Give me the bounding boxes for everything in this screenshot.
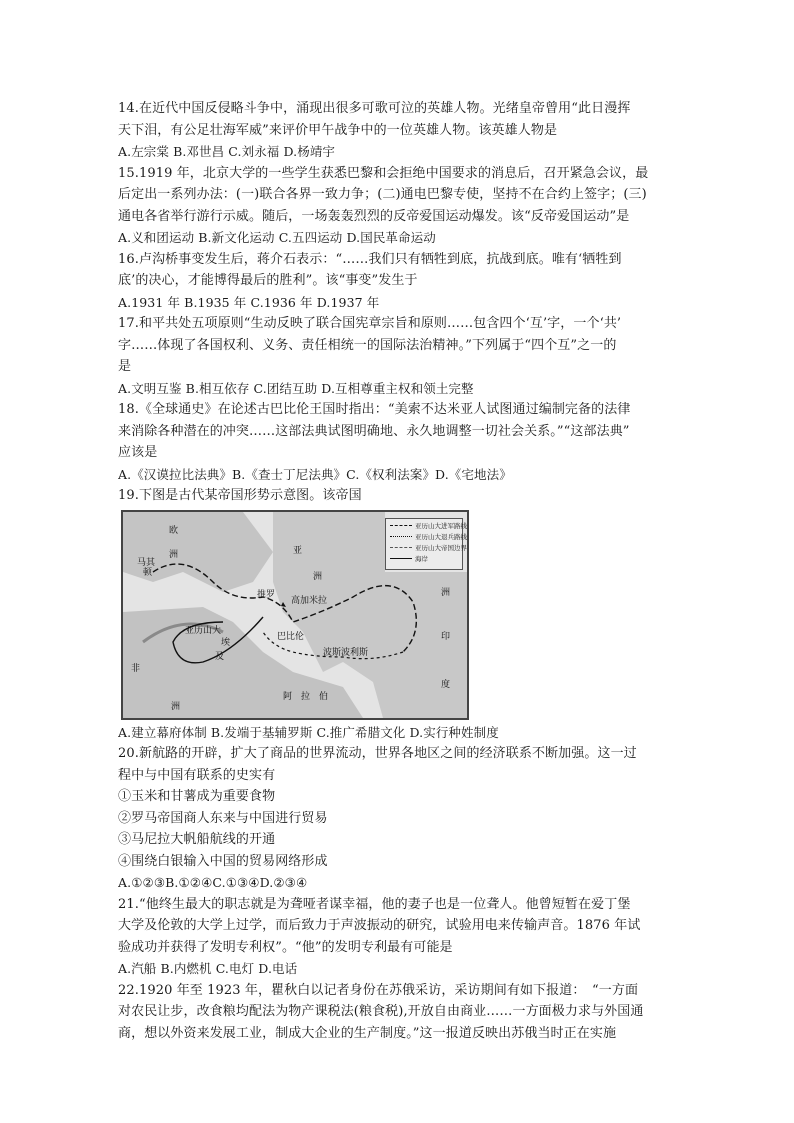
q14-stem-line1: 14.在近代中国反侵略斗争中，涌现出很多可歌可泣的英雄人物。光绪皇帝曾用“此日漫挥	[118, 101, 631, 116]
map-label-africa1: 非	[131, 663, 141, 674]
map-label-arabia: 阿 拉 伯	[283, 691, 329, 702]
map-label-europe2: 洲	[169, 549, 179, 560]
empire-map	[121, 510, 469, 720]
map-label-asia2: 洲	[313, 571, 323, 582]
q17-stem-line2: 字……体现了各国权利、义务、责任相统一的国际法治精神。”下列属于“四个互”之一的	[118, 337, 617, 353]
legend-border: 亚历山大帝国边界	[390, 544, 467, 552]
map-label-india1: 印	[441, 631, 451, 642]
q20-item4: ④围绕白银输入中国的贸易网络形成	[118, 853, 328, 869]
map-label-europe1: 欧	[169, 525, 179, 536]
q14-options: A.左宗棠 B.邓世昌 C.刘永福 D.杨靖宇	[118, 144, 336, 159]
q14-stem-line2: 天下泪，有公足壮海军威”来评价甲午战争中的一位英雄人物。该英雄人物是	[118, 122, 558, 138]
q17-stem-line1: 17.和平共处五项原则“生动反映了联合国宪章宗旨和原则……包含四个‘互’字，一个‘共’	[118, 316, 622, 331]
q20-item2: ②罗马帝国商人东来与中国进行贸易	[118, 810, 328, 826]
q16-stem-line1: 16.卢沟桥事变发生后，蒋介石表示：“……我们只有牺牲到底，抗战到底。唯有‘牺牲到	[118, 251, 622, 267]
q18-stem-line3: 应该是	[118, 445, 158, 460]
legend-advance: 亚历山大进军路线	[390, 522, 467, 530]
map-label-persepolis: 波斯波利斯	[323, 647, 369, 658]
q21-stem-line3: 验成功并获得了发明专利权”。“他”的发明专利最有可能是	[118, 939, 453, 955]
q22-stem-line3: 商，想以外资来发展工业，制成大企业的生产制度。”这一报道反映出苏俄当时正在实施	[118, 1025, 617, 1041]
map-label-east: 洲	[441, 587, 451, 598]
q19-options: A.建立幕府体制 B.发端于基辅罗斯 C.推广希腊文化 D.实行种姓制度	[118, 724, 499, 740]
legend-coast: 海岸	[390, 555, 428, 563]
map-label-egypt2: 及	[215, 651, 225, 662]
q19-stem-line1: 19.下图是古代某帝国形势示意图。该帝国	[118, 488, 362, 503]
q15-stem-line3: 通电各省举行游行示威。随后，一场轰轰烈烈的反帝爱国运动爆发。该“反帝爱国运动”是	[118, 208, 630, 224]
map-label-babylon: 巴比伦	[277, 631, 305, 642]
map-label-egypt1: 埃	[221, 637, 231, 648]
map-legend	[385, 518, 467, 570]
q20-item3: ③马尼拉大帆船航线的开通	[118, 832, 276, 847]
map-label-macedonia2: 顿	[143, 567, 153, 578]
q20-item1: ①玉米和甘薯成为重要食物	[118, 789, 276, 804]
map-label-tyre: 推罗	[257, 589, 276, 600]
q20-stem-line1: 20.新航路的开辟，扩大了商品的世界流动，世界各地区之间的经济联系不断加强。这一过	[118, 746, 637, 761]
q15-stem-line2: 后定出一系列办法：(一)联合各界一致力争；(二)通电巴黎专使，坚持不在合约上签字；(三)	[118, 187, 647, 202]
legend-retreat: 亚历山大退兵路线	[390, 533, 467, 541]
q18-stem-line1: 18.《全球通史》在论述古巴比伦王国时指出：“美索不达米亚人试图通过编制完备的法律	[118, 402, 631, 417]
q17-stem-line3: 是	[118, 359, 132, 374]
q16-stem-line2: 底’的决心，才能博得最后的胜利”。该“事变”发生于	[118, 273, 418, 288]
question-content	[118, 98, 680, 1044]
q18-stem-line2: 来消除各种潜在的冲突……这部法典试图明确地、永久地调整一切社会关系。”“这部法典”	[118, 423, 630, 439]
q15-options: A.义和团运动 B.新文化运动 C.五四运动 D.国民革命运动	[118, 230, 436, 245]
q21-options: A.汽船 B.内燃机 C.电灯 D.电话	[118, 961, 298, 976]
map-label-alexandria: 亚历山大	[185, 625, 222, 636]
q16-options: A.1931 年 B.1935 年 C.1936 年 D.1937 年	[118, 294, 380, 310]
q17-options: A.文明互鉴 B.相互依存 C.团结互助 D.互相尊重主权和领土完整	[118, 380, 474, 396]
q18-options: A.《汉谟拉比法典》B.《查士丁尼法典》C.《权利法案》D.《宅地法》	[118, 466, 512, 482]
q20-options: A.①②③B.①②④C.①③④D.②③④	[118, 875, 308, 890]
map-label-macedonia1: 马其	[137, 557, 156, 568]
q21-stem-line1: 21.“他终生最大的职志就是为聋哑者谋幸福，他的妻子也是一位聋人。他曾短暂在爱丁堡	[118, 896, 631, 912]
q15-stem-line1: 15.1919 年，北京大学的一些学生获悉巴黎和会拒绝中国要求的消息后，召开紧急会议，最	[118, 165, 649, 181]
map-label-asia1: 亚	[293, 545, 303, 556]
q21-stem-line2: 大学及伦敦的大学上过学，而后致力于声波振动的研究，试验用电来传输声音。1876 年试	[118, 918, 641, 933]
map-label-gaugamela: 高加米拉	[291, 595, 328, 606]
q22-stem-line2: 对农民让步，改食粮均配法为物产课税法(粮食税),开放自由商业……一方面极力求与外国通	[118, 1004, 644, 1019]
q20-stem-line2: 程中与中国有联系的史实有	[118, 767, 276, 783]
map-label-africa2: 洲	[171, 701, 181, 712]
q22-stem-line1: 22.1920 年至 1923 年，瞿秋白以记者身份在苏俄采访，采访期间有如下报道： “一方面	[118, 982, 639, 998]
map-label-india2: 度	[441, 679, 451, 690]
